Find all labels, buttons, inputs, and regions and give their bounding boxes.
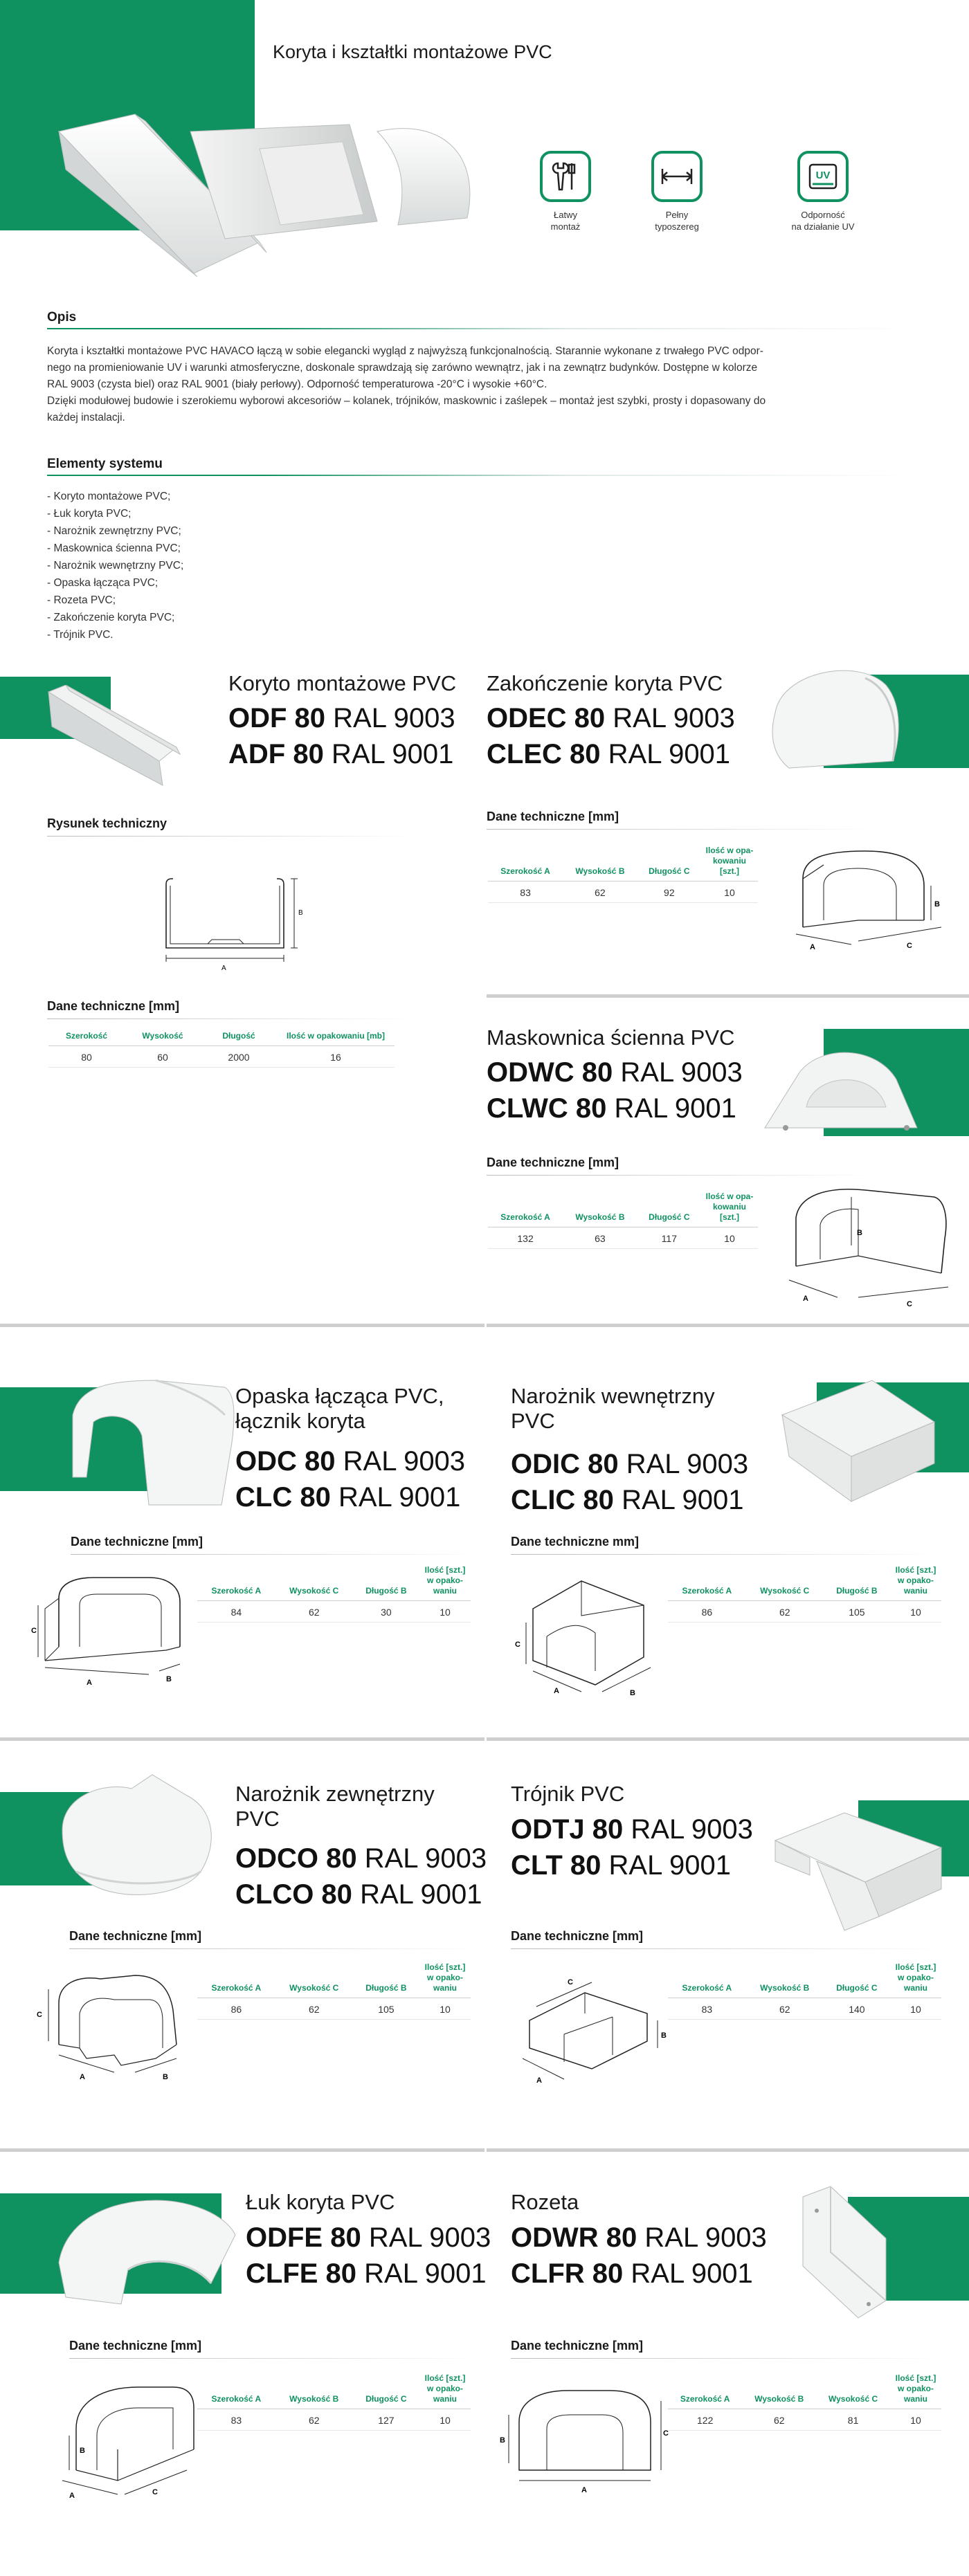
odf-spec-table: [48, 1031, 395, 1068]
spec-cell: 10: [419, 1601, 471, 1623]
svg-text:B: B: [500, 2436, 505, 2445]
spec-cell: 10: [701, 1227, 758, 1249]
spec-cell: 132: [488, 1227, 563, 1249]
spec-cell: 62: [742, 2409, 816, 2431]
odtj-code-1: ODTJ 80 RAL 9003: [511, 1814, 753, 1845]
spec-cell: 83: [197, 2409, 275, 2431]
odtj-specs-line: [511, 1948, 940, 1949]
odec-code-1: ODEC 80 RAL 9003: [487, 703, 735, 733]
svg-text:A: A: [536, 2076, 542, 2085]
odec-code-2: CLEC 80 RAL 9001: [487, 739, 731, 769]
table-row: [197, 1998, 471, 2020]
odwr-specs-heading: Dane techniczne [mm]: [511, 2339, 644, 2353]
odfe-specs-line: [69, 2358, 478, 2359]
table-row: [197, 2409, 471, 2431]
spec-col-header: Szerokość A: [668, 2373, 742, 2409]
spec-cell: 92: [637, 881, 701, 903]
odic-spec-table: [668, 1565, 941, 1623]
spec-cell: 83: [668, 1998, 746, 2020]
odec-title: Zakończenie koryta PVC: [487, 671, 723, 695]
svg-text:C: C: [663, 2429, 669, 2438]
spec-col-header: Ilość [szt.] w opako-waniu: [419, 1565, 471, 1601]
feature-label: Odporność na działanie UV: [791, 210, 855, 232]
uv-shield-icon: [797, 151, 849, 202]
odwc-specs-heading: Dane techniczne [mm]: [487, 1155, 619, 1169]
spec-col-header: Wysokość B: [746, 1962, 824, 1998]
odwc-specs-line: [487, 1175, 874, 1176]
spec-cell: 83: [488, 881, 563, 903]
spec-col-header: Wysokość B: [275, 2373, 353, 2409]
spec-cell: 62: [746, 1601, 824, 1623]
hero-duct-image: [52, 104, 509, 284]
section-divider: [0, 1324, 484, 1327]
spec-cell: 16: [277, 1046, 395, 1068]
list-item: - Maskownica ścienna PVC;: [47, 542, 181, 554]
range-arrows-icon: [651, 151, 703, 202]
odfe-technical-drawing: [48, 2366, 208, 2505]
list-item: - Opaska łącząca PVC;: [47, 577, 159, 589]
spec-col-header: Szerokość A: [668, 1565, 746, 1601]
spec-col-header: Szerokość A: [197, 1565, 275, 1601]
table-row: [668, 2409, 941, 2431]
table-row: [488, 881, 758, 903]
spec-cell: 10: [419, 2409, 471, 2431]
spec-cell: 2000: [201, 1046, 277, 1068]
list-item: - Zakończenie koryta PVC;: [47, 612, 175, 623]
spec-col-header: Ilość [szt.] w opako-waniu: [890, 1565, 941, 1601]
svg-text:B: B: [630, 1689, 635, 1697]
odic-title-1: Narożnik wewnętrzny: [511, 1384, 715, 1408]
odfe-code-2: CLFE 80 RAL 9001: [246, 2258, 487, 2289]
odic-code-1: ODIC 80 RAL 9003: [511, 1449, 749, 1479]
svg-text:A: A: [87, 1679, 92, 1687]
spec-cell: 84: [197, 1601, 275, 1623]
tools-icon: [540, 151, 591, 202]
spec-cell: 86: [668, 1601, 746, 1623]
odc-code-1: ODC 80 RAL 9003: [235, 1446, 466, 1477]
spec-cell: 10: [890, 1998, 941, 2020]
section-divider: [487, 2148, 969, 2152]
odwc-product-image: [758, 1031, 924, 1149]
odc-title-1: Opaska łącząca PVC,: [235, 1384, 444, 1408]
spec-col-header: Wysokość B: [742, 2373, 816, 2409]
page-title: Koryta i kształtki montażowe PVC: [273, 42, 552, 62]
spec-col-header: Ilość w opakowaniu [mb]: [277, 1031, 395, 1046]
odc-spec-table: [197, 1565, 471, 1623]
odwc-code-1: ODWC 80 RAL 9003: [487, 1057, 743, 1088]
odwr-specs-line: [511, 2358, 940, 2359]
odco-code-1: ODCO 80 RAL 9003: [235, 1843, 487, 1874]
section-divider: [487, 1324, 969, 1327]
svg-text:UV: UV: [815, 170, 831, 181]
svg-text:C: C: [568, 1978, 573, 1986]
odwc-spec-table: [488, 1191, 758, 1249]
svg-text:C: C: [907, 942, 912, 950]
svg-text:A: A: [554, 1687, 559, 1695]
spec-cell: 86: [197, 1998, 275, 2020]
svg-text:B: B: [298, 909, 303, 917]
table-row: [48, 1046, 395, 1068]
odtj-code-2: CLT 80 RAL 9001: [511, 1850, 731, 1881]
spec-col-header: Długość C: [637, 846, 701, 881]
spec-col-header: Szerokość A: [197, 1962, 275, 1998]
spec-col-header: Długość B: [824, 1565, 890, 1601]
odwr-technical-drawing: [491, 2366, 671, 2505]
spec-cell: 62: [275, 2409, 353, 2431]
feature-label: Łatwy montaż: [550, 210, 581, 232]
odco-code-2: CLCO 80 RAL 9001: [235, 1879, 482, 1910]
spec-cell: 10: [890, 1601, 941, 1623]
svg-text:A: A: [221, 965, 226, 972]
spec-cell: 62: [275, 1998, 353, 2020]
spec-cell: 62: [275, 1601, 353, 1623]
system-heading-line: [47, 475, 919, 476]
list-item: - Rozeta PVC;: [47, 594, 116, 606]
spec-col-header: Długość B: [353, 1565, 419, 1601]
spec-cell: 60: [125, 1046, 201, 1068]
svg-text:B: B: [163, 2073, 168, 2081]
odic-title-2: PVC: [511, 1409, 555, 1433]
section-divider: [0, 1737, 484, 1741]
spec-cell: 117: [637, 1227, 701, 1249]
spec-col-header: Szerokość A: [488, 846, 563, 881]
odec-spec-table: [488, 846, 758, 903]
odf-drawing-heading: Rysunek techniczny: [47, 816, 167, 830]
feature-easy-install: [514, 151, 617, 232]
svg-text:C: C: [907, 1300, 912, 1308]
odf-code-1: ODF 80 RAL 9003: [228, 703, 455, 733]
svg-text:A: A: [803, 1295, 808, 1303]
odc-specs-heading: Dane techniczne [mm]: [71, 1535, 203, 1549]
spec-cell: 81: [816, 2409, 890, 2431]
spec-col-header: Szerokość: [48, 1031, 125, 1046]
odf-title: Koryto montażowe PVC: [228, 671, 457, 695]
feature-uv-resistance: [771, 151, 875, 232]
spec-col-header: Długość: [201, 1031, 277, 1046]
odfe-specs-heading: Dane techniczne [mm]: [69, 2339, 202, 2353]
spec-col-header: Długość B: [353, 1962, 419, 1998]
spec-col-header: Wysokość C: [275, 1565, 353, 1601]
spec-col-header: Długość C: [637, 1191, 701, 1227]
odfe-title: Łuk koryta PVC: [246, 2190, 395, 2214]
odwr-product-image: [789, 2183, 900, 2321]
odic-code-2: CLIC 80 RAL 9001: [511, 1485, 744, 1515]
spec-col-header: Ilość [szt.] w opako-waniu: [890, 1962, 941, 1998]
spec-cell: 105: [353, 1998, 419, 2020]
odtj-product-image: [768, 1799, 948, 1937]
odfe-spec-table: [197, 2373, 471, 2431]
spec-cell: 30: [353, 1601, 419, 1623]
odwr-spec-table: [668, 2373, 941, 2431]
spec-col-header: Ilość [szt.] w opako-waniu: [419, 1962, 471, 1998]
spec-cell: 140: [824, 1998, 890, 2020]
svg-text:A: A: [80, 2073, 85, 2081]
table-row: [197, 1601, 471, 1623]
spec-cell: 62: [563, 881, 637, 903]
svg-text:A: A: [581, 2486, 587, 2494]
list-item: - Łuk koryta PVC;: [47, 508, 132, 520]
odfe-product-image: [52, 2180, 246, 2318]
table-row: [488, 1227, 758, 1249]
svg-text:C: C: [31, 1627, 37, 1635]
odc-technical-drawing: [31, 1571, 197, 1688]
spec-col-header: Wysokość B: [563, 846, 637, 881]
svg-text:C: C: [152, 2488, 158, 2496]
table-row: [668, 1601, 941, 1623]
spec-col-header: Wysokość C: [275, 1962, 353, 1998]
odtj-technical-drawing: [509, 1958, 675, 2097]
odc-product-image: [66, 1373, 239, 1512]
svg-text:C: C: [515, 1641, 520, 1649]
system-list: [47, 488, 183, 643]
description-text: Koryta i kształtki montażowe PVC HAVACO łączą w sobie elegancki wygląd z najwyższą funkcjonalnością. Starannie wykonane z trwałego PVC odpor- nego na promieniowanie UV i warunki atmosferyczne, doskonale sprawdzają się zarówno wewnątrz, jak i na zewnątrz budynków. Dostępne w kolorze RAL 9003 (czysta biel) oraz RAL 9001 (biały perłowy). Odporność temperaturowa -20°C i wysokie +60°C. Dzięki modułowej budowie i szerokiemu wyborowi akcesoriów – kolanek, trójników, maskownic i zaślepek – montaż jest szybki, prosty i dopasowany do każdej instalacji.: [47, 345, 766, 423]
odwc-technical-drawing: [782, 1176, 955, 1308]
spec-cell: 80: [48, 1046, 125, 1068]
spec-cell: 63: [563, 1227, 637, 1249]
odf-specs-heading: Dane techniczne [mm]: [47, 999, 180, 1013]
odc-specs-line: [71, 1554, 479, 1555]
odf-drawing-line: [47, 836, 414, 837]
svg-text:C: C: [37, 2011, 42, 2019]
spec-col-header: Wysokość C: [746, 1565, 824, 1601]
spec-col-header: Wysokość B: [563, 1191, 637, 1227]
system-heading: Elementy systemu: [47, 457, 163, 471]
list-item: - Narożnik wewnętrzny PVC;: [47, 560, 184, 572]
svg-text:B: B: [934, 900, 940, 908]
spec-cell: 122: [668, 2409, 742, 2431]
odec-product-image: [761, 657, 914, 775]
odwc-title: Maskownica ścienna PVC: [487, 1025, 735, 1050]
odf-technical-drawing: [152, 865, 311, 976]
list-item: - Trójnik PVC.: [47, 629, 114, 641]
odic-specs-line: [511, 1554, 940, 1555]
spec-col-header: Szerokość A: [488, 1191, 563, 1227]
odwr-code-2: CLFR 80 RAL 9001: [511, 2258, 753, 2289]
description-heading: Opis: [47, 310, 77, 325]
odec-technical-drawing: [782, 837, 948, 955]
spec-col-header: Długość C: [824, 1962, 890, 1998]
spec-col-header: Wysokość C: [816, 2373, 890, 2409]
odc-title-2: łącznik koryta: [235, 1409, 365, 1433]
list-item: - Narożnik zewnętrzny PVC;: [47, 525, 181, 537]
spec-cell: 62: [746, 1998, 824, 2020]
spec-cell: 127: [353, 2409, 419, 2431]
odco-spec-table: [197, 1962, 471, 2020]
odtj-title: Trójnik PVC: [511, 1782, 625, 1806]
odic-technical-drawing: [505, 1567, 678, 1706]
description-heading-line: [47, 328, 919, 329]
odco-technical-drawing: [31, 1962, 197, 2086]
list-item: - Koryto montażowe PVC;: [47, 491, 171, 502]
feature-label: Pełny typoszereg: [655, 210, 699, 232]
section-divider: [487, 994, 969, 998]
odwc-code-2: CLWC 80 RAL 9001: [487, 1093, 736, 1124]
spec-col-header: Długość C: [353, 2373, 419, 2409]
odc-code-2: CLC 80 RAL 9001: [235, 1482, 461, 1513]
spec-col-header: Szerokość A: [668, 1962, 746, 1998]
section-divider: [487, 1737, 969, 1741]
odf-code-2: ADF 80 RAL 9001: [228, 739, 454, 769]
odco-product-image: [48, 1768, 221, 1906]
odf-specs-line: [47, 1018, 414, 1019]
odco-title-2: PVC: [235, 1807, 280, 1831]
spec-col-header: Ilość w opa-kowaniu [szt.]: [701, 1191, 758, 1227]
odec-specs-heading: Dane techniczne [mm]: [487, 810, 619, 823]
spec-col-header: Ilość [szt.] w opako-waniu: [890, 2373, 941, 2409]
feature-full-range: [625, 151, 729, 232]
odwr-code-1: ODWR 80 RAL 9003: [511, 2222, 767, 2253]
spec-cell: 105: [824, 1601, 890, 1623]
odic-product-image: [775, 1373, 941, 1512]
table-row: [668, 1998, 941, 2020]
odco-specs-heading: Dane techniczne [mm]: [69, 1929, 202, 1943]
odic-specs-heading: Dane techniczne mm]: [511, 1535, 640, 1549]
svg-text:B: B: [661, 2031, 667, 2040]
spec-cell: 10: [890, 2409, 941, 2431]
odwr-title: Rozeta: [511, 2190, 579, 2214]
spec-col-header: Ilość [szt.] w opako-waniu: [419, 2373, 471, 2409]
svg-text:B: B: [857, 1229, 862, 1237]
odfe-code-1: ODFE 80 RAL 9003: [246, 2222, 491, 2253]
spec-col-header: Ilość w opa-kowaniu [szt.]: [701, 846, 758, 881]
spec-cell: 10: [419, 1998, 471, 2020]
odf-product-image: [45, 685, 183, 789]
odec-specs-line: [487, 829, 874, 830]
odtj-specs-heading: Dane techniczne [mm]: [511, 1929, 644, 1943]
section-divider: [0, 2148, 484, 2152]
odco-title-1: Narożnik zewnętrzny: [235, 1782, 435, 1806]
svg-text:B: B: [80, 2447, 85, 2455]
spec-col-header: Szerokość A: [197, 2373, 275, 2409]
odco-specs-line: [69, 1948, 478, 1949]
svg-text:A: A: [69, 2492, 75, 2500]
svg-text:B: B: [166, 1675, 172, 1683]
svg-text:A: A: [810, 943, 815, 951]
spec-cell: 10: [701, 881, 758, 903]
odtj-spec-table: [668, 1962, 941, 2020]
spec-col-header: Wysokość: [125, 1031, 201, 1046]
